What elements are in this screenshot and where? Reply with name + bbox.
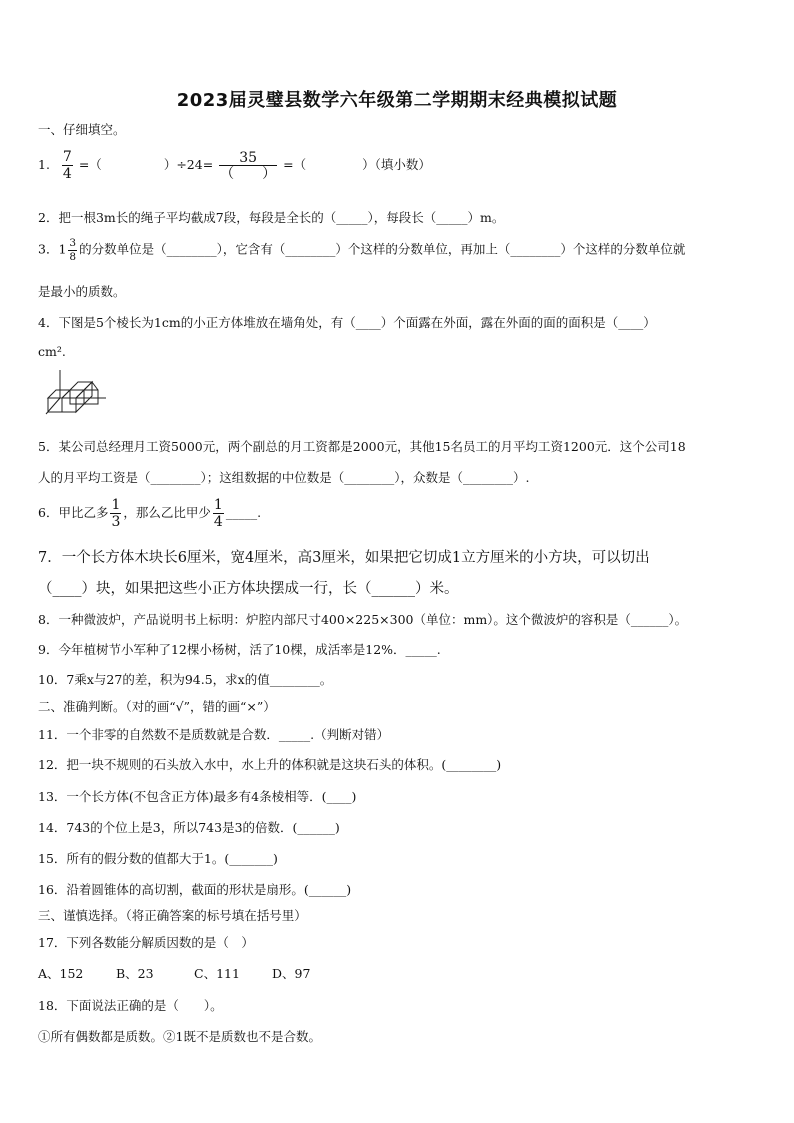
question-13: 13．一个长方体(不包含正方体)最多有4条棱相等．(____) bbox=[38, 789, 357, 804]
page-title: 2023届灵璧县数学六年级第二学期期末经典模拟试题 bbox=[176, 90, 618, 111]
question-5: 5．某公司总经理月工资5000元，两个副总的月工资都是2000元，其他15名员工的月平均工资1200元．这个公司18 bbox=[38, 439, 686, 454]
question-10: 10．7乘x与27的差，积为94.5，求x的值________。 bbox=[38, 672, 333, 687]
question-18-line2: ①所有偶数都是质数。②1既不是质数也不是合数。 bbox=[38, 1029, 321, 1044]
question-18: 18．下面说法正确的是（ ）。 bbox=[38, 998, 223, 1013]
question-16: 16．沿着圆锥体的高切割，截面的形状是扇形。(______) bbox=[38, 882, 352, 897]
option-d: D、97 bbox=[272, 966, 311, 981]
fraction-1-3: $\frac{1}{3}$ bbox=[111, 497, 121, 530]
question-4: 4．下图是5个棱长为1cm的小正方体堆放在墙角处，有（____）个面露在外面，露在外面的面的面积是（____） bbox=[38, 315, 656, 330]
fraction-7-4: $\frac{7}{4}$ bbox=[62, 149, 72, 182]
question-4-line2: cm². bbox=[38, 344, 66, 359]
question-3-line2: 是最小的质数。 bbox=[38, 284, 126, 299]
question-2: 2．把一根3m长的绳子平均截成7段，每段是全长的（_____），每段长（_____）m。 bbox=[38, 210, 505, 225]
question-6: 6．甲比乙多 $\frac{1}{3}$ ，那么乙比甲少 $\frac{1}{4}$ _____. bbox=[38, 497, 262, 530]
option-b: B、23 bbox=[116, 966, 154, 981]
question-17: 17．下列各数能分解质因数的是（ ） bbox=[38, 935, 254, 950]
question-15: 15．所有的假分数的值都大于1。(_______) bbox=[38, 851, 278, 866]
question-5-line2: 人的月平均工资是（________）；这组数据的中位数是（________），众数是（________）. bbox=[38, 470, 530, 485]
fraction-1-4: $\frac{1}{4}$ bbox=[213, 497, 223, 530]
question-7-line2: （____）块，如果把这些小正方体块摆成一行，长（______）米。 bbox=[38, 581, 459, 597]
question-12: 12．把一块不规则的石头放入水中，水上升的体积就是这块石头的体积。(________) bbox=[38, 757, 502, 772]
question-8: 8．一种微波炉，产品说明书上标明：炉腔内部尺寸400×225×300（单位：mm）。这个微波炉的容积是（______）。 bbox=[38, 612, 688, 627]
stacked-cubes-figure bbox=[40, 370, 110, 420]
section-heading-1: 一、仔细填空。 bbox=[38, 122, 126, 137]
fraction-35-blank: $\frac{35}{( )}$ bbox=[220, 149, 277, 182]
question-1: 1. $\frac{7}{4}$ =（ ）÷24= $\frac{35}{( )}$ =（ ）（填小数） bbox=[38, 149, 431, 182]
question-7: 7．一个长方体木块长6厘米，宽4厘米，高3厘米，如果把它切成1立方厘米的小方块，可以切出 bbox=[38, 550, 650, 566]
question-9: 9．今年植树节小军种了12棵小杨树，活了10棵，成活率是12%．_____. bbox=[38, 642, 441, 657]
fraction-3-8: $\frac{3}{8}$ bbox=[69, 237, 77, 263]
section-heading-3: 三、谨慎选择。（将正确答案的标号填在括号里） bbox=[38, 908, 307, 923]
section-heading-2: 二、准确判断。（对的画“√”，错的画“×”） bbox=[38, 699, 276, 714]
question-11: 11．一个非零的自然数不是质数就是合数．_____.（判断对错） bbox=[38, 727, 390, 742]
question-3: 3．1 $\frac{3}{8}$ 的分数单位是（________），它含有（________）个这样的分数单位，再加上（________）个这样的分数单位就 bbox=[38, 237, 686, 263]
question-14: 14．743的个位上是3，所以743是3的倍数．(______) bbox=[38, 820, 340, 835]
option-c: C、111 bbox=[194, 966, 240, 981]
question-17-options bbox=[38, 964, 310, 982]
option-a: A、152 bbox=[38, 966, 84, 981]
